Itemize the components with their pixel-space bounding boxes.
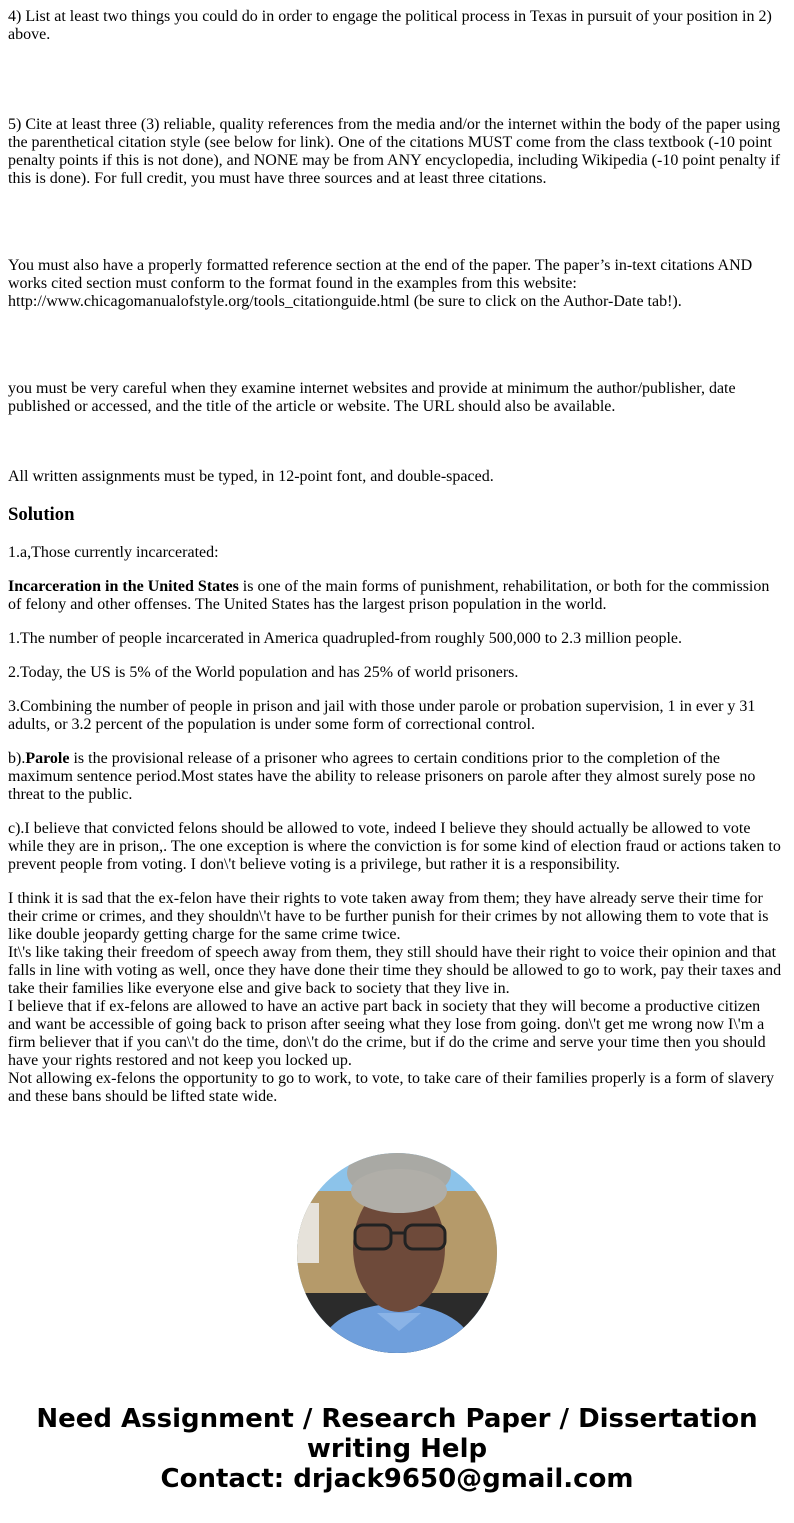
question-5: 5) Cite at least three (3) reliable, quality references from the media and/or the internet within the body of the paper using the parenthetical citation style (see below for link). One of the citations MUST come from the class textbook (-10 point penalty points if this is not done), and NONE may be from ANY encyclopedia, including Wikipedia (-10 point penalty if this is done). For full credit, you must have three sources and at least three citations. — [8, 116, 781, 187]
help-text: Need Assignment / Research Paper / Dissertation writing Help — [36, 1404, 758, 1464]
incarceration-term: Incarceration in the United States — [8, 578, 239, 595]
format-instructions: All written assignments must be typed, in 12-point font, and double-spaced. — [8, 468, 494, 485]
opinion-line: It\'s like taking their freedom of speech away from them, they still should have their right to voice their opinion and that falls in line with voting as well, once they have done their time they should be allowed to go to work, pay their taxes and take their families like everyone else and give back to society that they live in. — [8, 944, 782, 997]
opinion-line: I think it is sad that the ex-felon have their rights to vote taken away from them; they have already serve their time for their crime or crimes, and they shouldn\'t have to be further punish for their crimes by not allowing them to vote that is like double jeopardy getting charge for the same crime twice. — [8, 890, 769, 943]
parole-paragraph — [8, 750, 786, 804]
point-2: 2.Today, the US is 5% of the World population and has 25% of world prisoners. — [8, 664, 519, 681]
author-photo — [297, 1153, 497, 1353]
opinion-line: Not allowing ex-felons the opportunity to go to work, to vote, to take care of their families properly is a form of slavery and these bans should be lifted state wide. — [8, 1070, 775, 1105]
parole-term: Parole — [25, 750, 70, 767]
solution-a-intro: 1.a,Those currently incarcerated: — [8, 544, 219, 561]
incarceration-text: is one of the main forms of punishment, rehabilitation, or both for the commission of felony and other offenses. The United States has the largest prison population in the world. — [8, 578, 770, 613]
incarceration-paragraph — [8, 578, 786, 614]
question-4: 4) List at least two things you could do in order to engage the political process in Texas in pursuit of your position in 2) above. — [8, 8, 772, 43]
contact-banner — [0, 1404, 794, 1494]
c-paragraph: c).I believe that convicted felons should be allowed to vote, indeed I believe they should actually be allowed to vote while they are in prison,. The one exception is where the conviction is for some kind of election fraud or actions taken to prevent people from voting. I don\'t believe voting is a privilege, but rather it is a responsibility. — [8, 820, 781, 873]
opinion-paragraph — [8, 890, 786, 1106]
point-1: 1.The number of people incarcerated in America quadrupled-from roughly 500,000 to 2.3 million people. — [8, 630, 683, 647]
b-prefix: b). — [8, 750, 26, 767]
contact-email: Contact: drjack9650@gmail.com — [160, 1464, 634, 1494]
internet-instructions: you must be very careful when they examine internet websites and provide at minimum the author/publisher, date published or accessed, and the title of the article or website. The URL should also be available. — [8, 380, 736, 415]
solution-heading: Solution — [8, 504, 75, 525]
point-3: 3.Combining the number of people in prison and jail with those under parole or probation supervision, 1 in ever y 31 adults, or 3.2 percent of the population is under some form of correctional control. — [8, 698, 756, 733]
parole-text: is the provisional release of a prisoner who agrees to certain conditions prior to the completion of the maximum sentence period.Most states have the ability to release prisoners on parole after they almost surely pose no threat to the public. — [8, 750, 756, 803]
references-instructions: You must also have a properly formatted reference section at the end of the paper. The paper’s in-text citations AND works cited section must conform to the format found in the examples from this website: http://www.chicagomanualofstyle.org/tools_citationguide.html (be sure to click on the Author-Date tab!). — [8, 257, 753, 310]
opinion-line: I believe that if ex-felons are allowed to have an active part back in society that they will become a productive citizen and want be accessible of going back to prison after seeing what they lose from going. don\'t get me wrong now I\'m a firm believer that if you can\'t do the time, don\'t do the crime, but if do the crime and serve your time then you should have your rights restored and not keep you locked up. — [8, 998, 766, 1069]
